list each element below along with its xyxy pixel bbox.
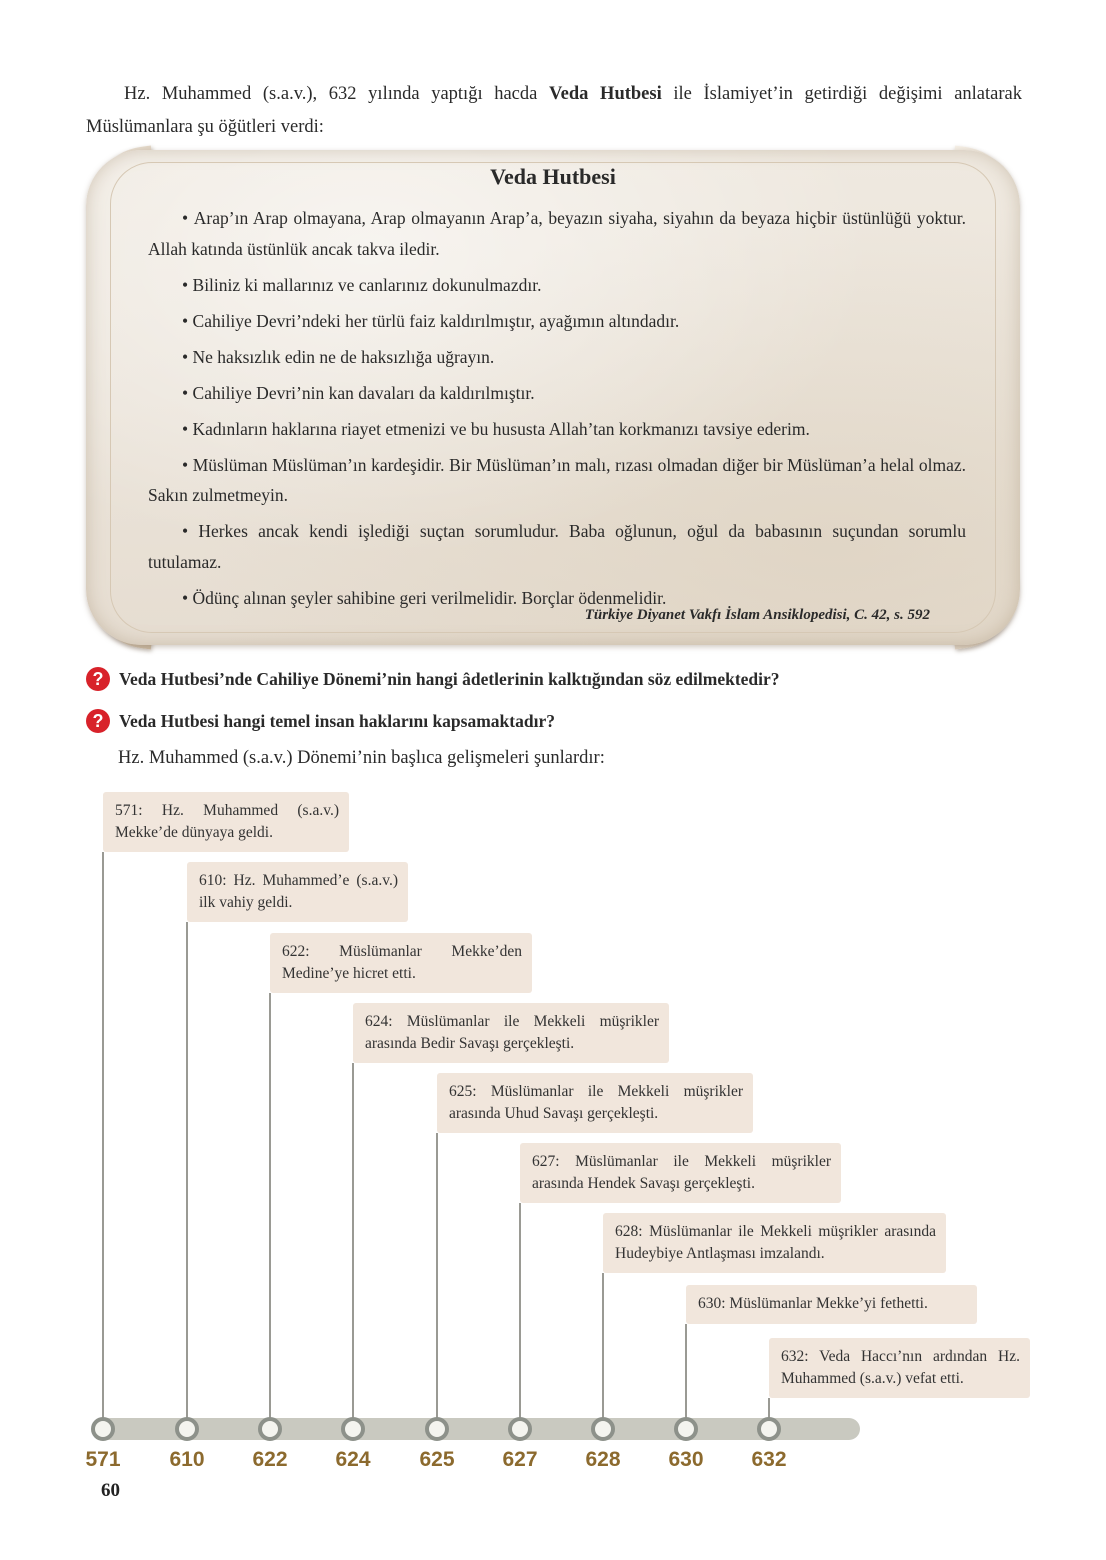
timeline-event: 625: Müslümanlar ile Mekkeli müşrikler arasında Uhud Savaşı gerçekleşti. xyxy=(437,1073,753,1133)
timeline-connector xyxy=(352,1063,354,1418)
timeline-event: 624: Müslümanlar ile Mekkeli müşrikler arasında Bedir Savaşı gerçekleşti. xyxy=(353,1003,669,1063)
intro-bold-term: Veda Hutbesi xyxy=(549,84,662,104)
timeline-event: 632: Veda Haccı’nın ardından Hz. Muhammed (s.a.v.) vefat etti. xyxy=(769,1338,1030,1398)
timeline-connector xyxy=(768,1398,770,1418)
timeline-event: 610: Hz. Muhammed’e (s.a.v.) ilk vahiy geldi. xyxy=(187,862,408,922)
timeline-year-label: 632 xyxy=(751,1448,787,1471)
timeline-connector xyxy=(436,1133,438,1418)
bullet-item: • Müslüman Müslüman’ın kardeşidir. Bir Müslüman’ın malı, rızası olmadan diğer bir Müslüman’a helal olmaz. Sakın zulmetmeyin. xyxy=(148,450,966,511)
timeline-connector xyxy=(685,1324,687,1418)
page-number: 60 xyxy=(101,1480,120,1501)
intro-text-1: Hz. Muhammed (s.a.v.), 632 yılında yaptığı hacda xyxy=(124,84,549,104)
timeline-year-label: 571 xyxy=(85,1448,121,1471)
timeline-node xyxy=(591,1417,615,1441)
question-mark-icon: ? xyxy=(86,667,110,691)
timeline-node xyxy=(91,1417,115,1441)
timeline-event: 622: Müslümanlar Mekke’den Medine’ye hicret etti. xyxy=(270,933,532,993)
question-2 xyxy=(86,709,555,733)
timeline-event: 628: Müslümanlar ile Mekkeli müşrikler arasında Hudeybiye Antlaşması imzalandı. xyxy=(603,1213,946,1273)
timeline-node xyxy=(757,1417,781,1441)
veda-hutbesi-scroll xyxy=(86,150,1020,645)
bullet-list xyxy=(148,203,966,619)
timeline-node xyxy=(508,1417,532,1441)
period-intro: Hz. Muhammed (s.a.v.) Dönemi’nin başlıca gelişmeleri şunlardır: xyxy=(118,748,605,768)
question-1 xyxy=(86,667,780,691)
question-text: Veda Hutbesi hangi temel insan haklarını kapsamaktadır? xyxy=(119,710,555,731)
timeline-year-label: 622 xyxy=(252,1448,288,1471)
timeline-connector xyxy=(102,852,104,1418)
timeline-connector xyxy=(519,1203,521,1418)
timeline-connector xyxy=(602,1273,604,1418)
intro-text-2: ile İslamiyet’in getirdiği değişimi anlatarak Müslümanlara şu öğütleri verdi: xyxy=(86,84,1022,137)
timeline-year-label: 624 xyxy=(335,1448,371,1471)
bullet-item: • Arap’ın Arap olmayana, Arap olmayanın Arap’a, beyazın siyaha, siyahın da beyaza hiçbir üstünlüğü yoktur. Allah katında üstünlük ancak takva iledir. xyxy=(148,203,966,264)
question-text: Veda Hutbesi’nde Cahiliye Dönemi’nin hangi âdetlerinin kalktığından söz edilmektedir? xyxy=(119,668,780,689)
question-mark-icon: ? xyxy=(86,709,110,733)
timeline-event: 571: Hz. Muhammed (s.a.v.) Mekke’de dünyaya geldi. xyxy=(103,792,349,852)
timeline-connector xyxy=(186,922,188,1418)
bullet-item: • Ne haksızlık edin ne de haksızlığa uğrayın. xyxy=(148,342,966,373)
timeline-node xyxy=(258,1417,282,1441)
bullet-item: • Biliniz ki mallarınız ve canlarınız dokunulmazdır. xyxy=(148,270,966,301)
bullet-item: • Cahiliye Devri’ndeki her türlü faiz kaldırılmıştır, ayağımın altındadır. xyxy=(148,306,966,337)
timeline-track xyxy=(96,1418,860,1440)
timeline-year-label: 610 xyxy=(169,1448,205,1471)
timeline-year-label: 627 xyxy=(502,1448,538,1471)
source-citation: Türkiye Diyanet Vakfı İslam Ansiklopedisi, C. 42, s. 592 xyxy=(584,607,930,623)
timeline-node xyxy=(175,1417,199,1441)
bullet-item: • Cahiliye Devri’nin kan davaları da kaldırılmıştır. xyxy=(148,378,966,409)
intro-paragraph xyxy=(86,78,1022,144)
bullet-item: • Ödünç alınan şeyler sahibine geri verilmelidir. Borçlar ödenmelidir. xyxy=(148,583,966,614)
timeline-year-label: 630 xyxy=(668,1448,704,1471)
timeline-event: 630: Müslümanlar Mekke’yi fethetti. xyxy=(686,1285,977,1324)
timeline-connector xyxy=(269,993,271,1418)
timeline-node xyxy=(674,1417,698,1441)
bullet-item: • Kadınların haklarına riayet etmenizi ve bu hususta Allah’tan korkmanızı tavsiye ederim. xyxy=(148,414,966,445)
scroll-title: Veda Hutbesi xyxy=(490,164,616,189)
timeline-year-label: 625 xyxy=(419,1448,455,1471)
timeline-year-label: 628 xyxy=(585,1448,621,1471)
timeline-node xyxy=(341,1417,365,1441)
timeline-node xyxy=(425,1417,449,1441)
timeline-event: 627: Müslümanlar ile Mekkeli müşrikler arasında Hendek Savaşı gerçekleşti. xyxy=(520,1143,841,1203)
bullet-item: • Herkes ancak kendi işlediği suçtan sorumludur. Baba oğlunun, oğul da babasının suçundan sorumlu tutulamaz. xyxy=(148,516,966,577)
